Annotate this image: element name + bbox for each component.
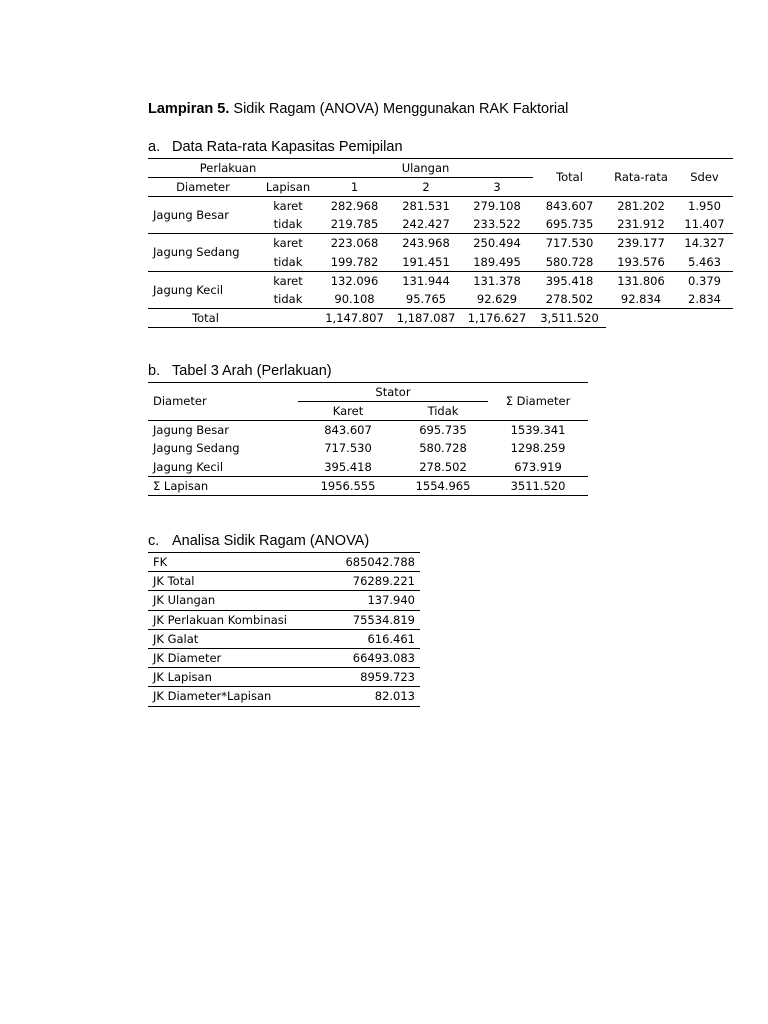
table-row bbox=[148, 458, 588, 477]
section-c-title bbox=[148, 533, 369, 549]
anova-label: JK Perlakuan Kombinasi bbox=[148, 610, 323, 629]
section-a-title-text: Data Rata-rata Kapasitas Pemipilan bbox=[172, 139, 403, 155]
anova-label: JK Lapisan bbox=[148, 668, 323, 687]
header-sdev: Sdev bbox=[676, 159, 733, 197]
row-name: Jagung Besar bbox=[153, 422, 230, 437]
anova-label: JK Total bbox=[148, 572, 323, 591]
total-label: Total bbox=[148, 309, 318, 328]
header-diameter: Diameter bbox=[148, 383, 298, 421]
lapisan-cell: karet bbox=[273, 198, 303, 213]
tidak-cell: 278.502 bbox=[419, 459, 467, 474]
lapisan-cell: karet bbox=[273, 273, 303, 288]
table-row bbox=[148, 648, 420, 667]
total-cell: 580.728 bbox=[545, 254, 594, 269]
table-row bbox=[148, 196, 733, 215]
table-row bbox=[148, 687, 420, 706]
section-b-letter: b. bbox=[148, 363, 161, 379]
karet-cell: 395.418 bbox=[324, 459, 372, 474]
group-name: Jagung Kecil bbox=[153, 283, 224, 298]
header-total: Total bbox=[533, 159, 606, 197]
section-a-letter: a. bbox=[148, 139, 161, 155]
section-b-title-text: Tabel 3 Arah (Perlakuan) bbox=[172, 363, 332, 379]
u1-cell: 223.068 bbox=[330, 236, 379, 251]
rata-cell: 239.177 bbox=[617, 236, 665, 251]
lapisan-cell: tidak bbox=[273, 292, 303, 307]
total-u1: 1,147.807 bbox=[318, 309, 391, 328]
section-c-title-text: Analisa Sidik Ragam (ANOVA) bbox=[172, 533, 370, 549]
anova-label: JK Diameter bbox=[148, 648, 323, 667]
sum-cell: 1539.341 bbox=[510, 422, 566, 437]
anova-label: JK Diameter*Lapisan bbox=[148, 687, 323, 706]
table-row bbox=[148, 591, 420, 610]
lapisan-cell: tidak bbox=[273, 254, 303, 269]
rata-cell: 131.806 bbox=[617, 273, 665, 288]
anova-label: FK bbox=[148, 553, 323, 572]
u3-cell: 189.495 bbox=[473, 254, 521, 269]
u1-cell: 132.096 bbox=[330, 273, 379, 288]
u3-cell: 131.378 bbox=[473, 273, 521, 288]
table-row bbox=[148, 420, 588, 439]
tidak-cell: 695.735 bbox=[419, 422, 467, 437]
u2-cell: 95.765 bbox=[405, 292, 447, 307]
anova-value: 8959.723 bbox=[323, 668, 420, 687]
anova-label: JK Galat bbox=[148, 629, 323, 648]
section-c-letter: c. bbox=[148, 533, 160, 549]
table-b-total-row bbox=[148, 476, 588, 495]
header-sum-diameter: Σ Diameter bbox=[488, 383, 588, 421]
u2-cell: 243.968 bbox=[402, 236, 450, 251]
lapisan-cell: tidak bbox=[273, 217, 303, 232]
table-a-header-row-1 bbox=[148, 159, 733, 178]
u3-cell: 92.629 bbox=[476, 292, 518, 307]
table-row bbox=[148, 668, 420, 687]
header-diameter: Diameter bbox=[176, 179, 230, 194]
table-row bbox=[148, 629, 420, 648]
sum-cell: 673.919 bbox=[514, 459, 562, 474]
total-sum: 3511.520 bbox=[510, 478, 566, 493]
table-row bbox=[148, 234, 733, 253]
anova-value: 76289.221 bbox=[323, 572, 420, 591]
u3-cell: 233.522 bbox=[473, 217, 521, 232]
anova-value: 66493.083 bbox=[323, 648, 420, 667]
sdev-cell: 2.834 bbox=[688, 292, 721, 307]
u2-cell: 131.944 bbox=[402, 273, 450, 288]
header-lapisan: Lapisan bbox=[265, 179, 311, 194]
total-cell: 695.735 bbox=[545, 217, 594, 232]
sdev-cell: 14.327 bbox=[684, 236, 725, 251]
row-name: Jagung Kecil bbox=[153, 459, 224, 474]
total-karet: 1956.555 bbox=[320, 478, 376, 493]
total-cell: 395.418 bbox=[545, 273, 594, 288]
table-row bbox=[148, 553, 420, 572]
u1-cell: 219.785 bbox=[330, 217, 379, 232]
header-tidak: Tidak bbox=[427, 403, 459, 418]
u1-cell: 90.108 bbox=[334, 292, 375, 307]
u1-cell: 199.782 bbox=[330, 254, 379, 269]
group-name: Jagung Besar bbox=[153, 207, 230, 222]
header-ulangan-2: 2 bbox=[422, 179, 430, 194]
anova-value: 685042.788 bbox=[323, 553, 420, 572]
header-ulangan-3: 3 bbox=[493, 179, 501, 194]
header-rata-rata: Rata-rata bbox=[606, 159, 676, 197]
total-u3: 1,176.627 bbox=[461, 309, 533, 328]
anova-label: JK Ulangan bbox=[148, 591, 323, 610]
sum-cell: 1298.259 bbox=[510, 441, 566, 456]
table-row bbox=[148, 610, 420, 629]
karet-cell: 717.530 bbox=[324, 441, 372, 456]
total-tidak: 1554.965 bbox=[415, 478, 471, 493]
total-cell: 843.607 bbox=[545, 198, 594, 213]
rata-cell: 193.576 bbox=[617, 254, 665, 269]
table-row bbox=[148, 439, 588, 458]
rata-cell: 281.202 bbox=[617, 198, 665, 213]
header-ulangan-1: 1 bbox=[350, 179, 359, 194]
sdev-cell: 0.379 bbox=[688, 273, 721, 288]
header-stator: Stator bbox=[298, 383, 488, 402]
total-cell: 717.530 bbox=[545, 236, 594, 251]
rata-cell: 92.834 bbox=[620, 292, 662, 307]
section-b-title bbox=[148, 363, 332, 379]
table-a-total-row bbox=[148, 309, 733, 328]
sdev-cell: 11.407 bbox=[684, 217, 725, 232]
total-total: 3,511.520 bbox=[533, 309, 606, 328]
page-title bbox=[148, 101, 568, 117]
sdev-cell: 1.950 bbox=[688, 198, 721, 213]
table-b-tabel-3-arah bbox=[148, 382, 588, 496]
anova-value: 82.013 bbox=[323, 687, 420, 706]
section-a-title bbox=[148, 139, 403, 155]
u2-cell: 281.531 bbox=[402, 198, 450, 213]
table-a-data-rata-rata bbox=[148, 158, 733, 328]
sdev-cell: 5.463 bbox=[688, 254, 721, 269]
anova-value: 75534.819 bbox=[323, 610, 420, 629]
u2-cell: 242.427 bbox=[402, 217, 450, 232]
rata-cell: 231.912 bbox=[617, 217, 665, 232]
u3-cell: 250.494 bbox=[473, 236, 521, 251]
header-ulangan: Ulangan bbox=[401, 160, 450, 175]
table-b-header-row-1 bbox=[148, 383, 588, 402]
group-name: Jagung Sedang bbox=[153, 245, 240, 260]
u2-cell: 191.451 bbox=[402, 254, 450, 269]
table-row bbox=[148, 572, 420, 591]
tidak-cell: 580.728 bbox=[419, 441, 467, 456]
header-karet: Karet bbox=[332, 403, 364, 418]
anova-value: 616.461 bbox=[323, 629, 420, 648]
u1-cell: 282.968 bbox=[330, 198, 379, 213]
total-u2: 1,187.087 bbox=[391, 309, 461, 328]
lapisan-cell: karet bbox=[273, 236, 303, 251]
total-label: Σ Lapisan bbox=[153, 478, 209, 493]
table-row bbox=[148, 271, 733, 290]
u3-cell: 279.108 bbox=[473, 198, 521, 213]
row-name: Jagung Sedang bbox=[153, 441, 240, 456]
page-title-bold: Lampiran 5. bbox=[148, 101, 230, 117]
header-perlakuan: Perlakuan bbox=[199, 160, 257, 175]
total-cell: 278.502 bbox=[545, 292, 594, 307]
karet-cell: 843.607 bbox=[324, 422, 372, 437]
page-title-rest: Sidik Ragam (ANOVA) Menggunakan RAK Faktorial bbox=[229, 101, 569, 117]
anova-value: 137.940 bbox=[323, 591, 420, 610]
table-c-anova bbox=[148, 552, 420, 707]
